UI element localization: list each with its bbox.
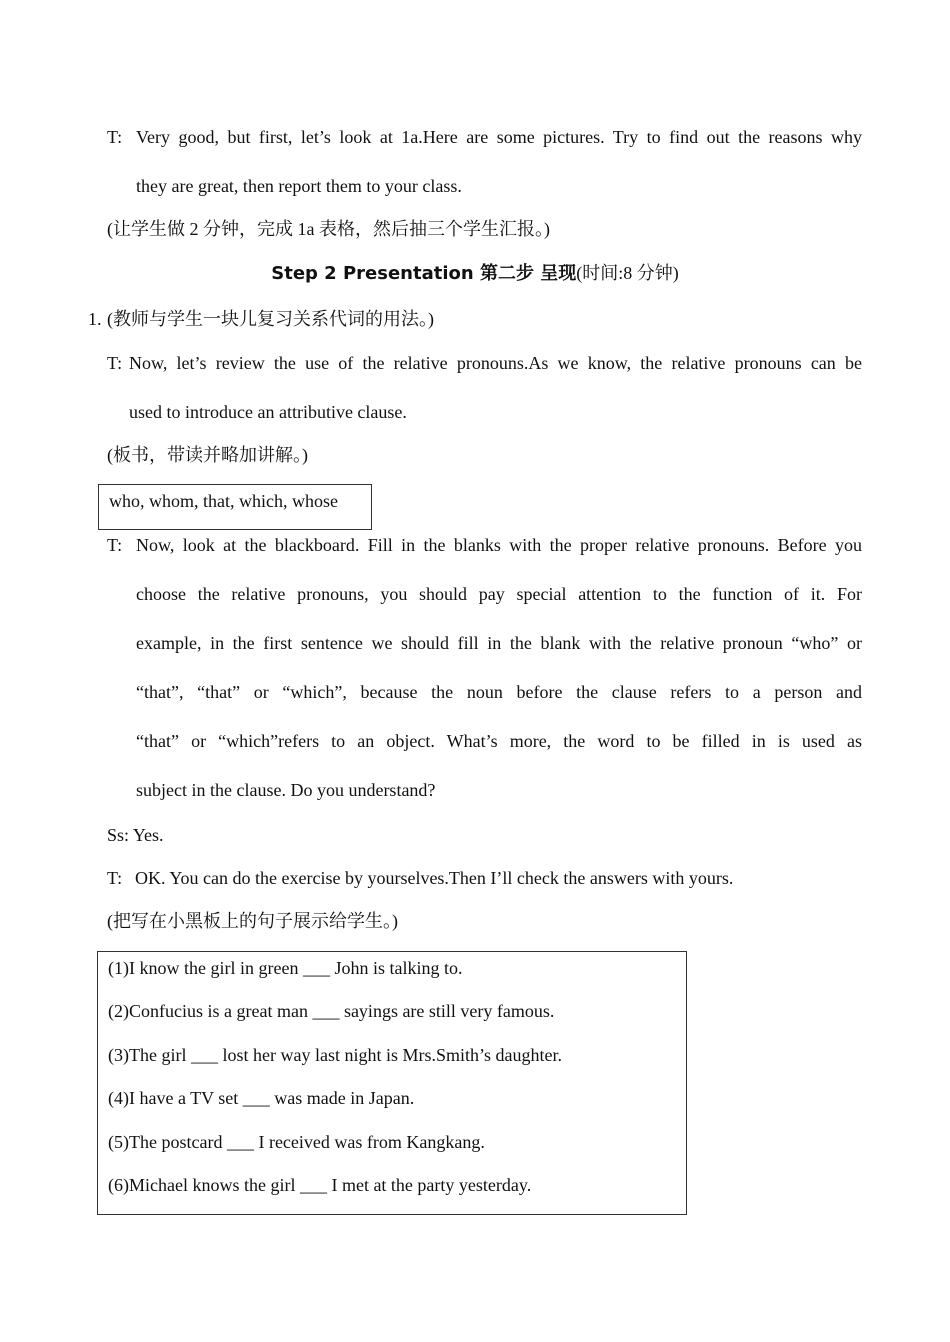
step-title: Step 2 Presentation 第二步 呈现 [271,263,577,284]
pronouns-box [98,484,372,530]
list-number: 1. [88,309,102,329]
paragraph-line: Now, look at the blackboard. Fill in the blanks with the proper relative pronouns. Before you [136,535,862,555]
pronouns-list: who, whom, that, which, whose [109,491,338,511]
speaker-label: T: [107,353,123,373]
paragraph-line: choose the relative pronouns, you should pay special attention to the function of it. For [136,584,862,604]
teacher-note: (板书，带读并略加讲解。) [107,445,308,465]
paragraph-line: they are great, then report them to your class. [136,176,462,196]
paragraph-line: used to introduce an attributive clause. [129,402,407,422]
teacher-note: (把写在小黑板上的句子展示给学生。) [107,911,398,931]
step-heading [0,261,950,286]
exercise-item: (2)Confucius is a great man ___ sayings are still very famous. [108,1001,555,1021]
exercise-item: (1)I know the girl in green ___ John is talking to. [108,958,463,978]
paragraph-line: Now, let’s review the use of the relative pronouns.As we know, the relative pronouns can be [129,353,862,373]
paragraph-line: example, in the first sentence we should fill in the blank with the relative pronoun “who” or [136,633,862,653]
paragraph-line: OK. You can do the exercise by yourselves.Then I’ll check the answers with yours. [135,868,734,888]
paragraph-line: “that”, “that” or “which”, because the noun before the clause refers to a person and [136,682,862,702]
exercise-box [97,951,687,1215]
teacher-note: (让学生做 2 分钟，完成 1a 表格，然后抽三个学生汇报。) [107,219,550,239]
paragraph-line: Very good, but first, let’s look at 1a.Here are some pictures. Try to find out the reasons why [136,127,862,147]
step-time: (时间:8 分钟) [576,263,679,283]
students-reply: Ss: Yes. [107,825,164,845]
exercise-item: (4)I have a TV set ___ was made in Japan. [108,1088,415,1108]
exercise-item: (3)The girl ___ lost her way last night is Mrs.Smith’s daughter. [108,1045,562,1065]
exercise-item: (5)The postcard ___ I received was from Kangkang. [108,1132,485,1152]
speaker-label: T: [107,535,123,555]
section-title: (教师与学生一块儿复习关系代词的用法。) [107,309,434,329]
paragraph-line: subject in the clause. Do you understand? [136,780,436,800]
speaker-label: T: [107,868,123,888]
paragraph-line: “that” or “which”refers to an object. What’s more, the word to be filled in is used as [136,731,862,751]
speaker-label: T: [107,127,123,147]
exercise-item: (6)Michael knows the girl ___ I met at the party yesterday. [108,1175,532,1195]
